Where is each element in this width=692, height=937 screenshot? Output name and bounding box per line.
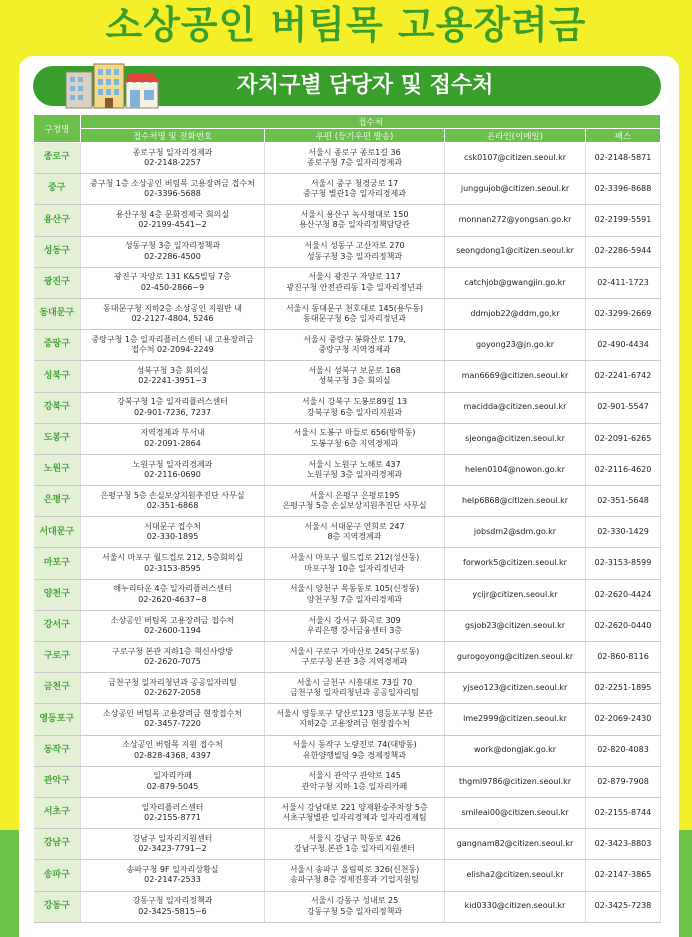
district-cell: 서초구	[34, 797, 81, 828]
office-cell	[81, 797, 265, 828]
fax-cell: 02-3423-8803	[586, 829, 661, 860]
fax-cell: 02-2199-5591	[586, 205, 661, 236]
table-row	[34, 486, 661, 517]
office-cell-line: 은평구청 5층 손실보상지원추진단 사무실	[100, 490, 245, 500]
email-cell: yjseo123@citizen.seoul.kr	[445, 673, 586, 704]
office-cell	[81, 298, 265, 329]
district-cell: 도봉구	[34, 423, 81, 454]
mail-cell-line: 관악구청 지하 1층 일자리카페	[301, 781, 408, 791]
mail-cell-line: 강북구청 6층 일자리지원과	[306, 407, 403, 417]
table-row	[34, 454, 661, 485]
office-cell-line: 02-2116-0690	[144, 469, 201, 479]
email-cell: smileai00@citizen.seoul.kr	[445, 797, 586, 828]
mail-cell-line: 구로구청 본관 3층 지역경제과	[301, 657, 408, 667]
email-cell: sjeonga@citizen.seoul.kr	[445, 423, 586, 454]
office-cell-line: 02-3457-7220	[144, 719, 201, 729]
mail-cell-line: 서울시 성북구 보문로 168	[308, 366, 401, 376]
district-cell: 노원구	[34, 454, 81, 485]
mail-cell-line: 노원구청 3층 일자리경제과	[306, 469, 403, 479]
mail-cell	[265, 486, 445, 517]
fax-cell: 02-3425-7238	[586, 891, 661, 922]
office-cell-line: 소상공인 버팀목 고용장려금 접수처	[110, 615, 235, 625]
contact-table	[33, 114, 661, 923]
mail-cell-line: 서울시 강동구 성내로 25	[310, 896, 399, 906]
office-cell-line: 02-2091-2864	[144, 438, 201, 448]
fax-cell: 02-2091-6265	[586, 423, 661, 454]
office-cell	[81, 579, 265, 610]
office-cell	[81, 423, 265, 454]
table-row	[34, 361, 661, 392]
mail-cell	[265, 423, 445, 454]
office-cell-line: 접수처 02-2094-2249	[131, 345, 214, 355]
office-cell	[81, 486, 265, 517]
office-cell-line: 02-2627-2058	[144, 688, 201, 698]
mail-cell-line: 강동구청 5층 일자리정책과	[306, 906, 403, 916]
mail-cell-line: 서울시 강서구 화곡로 309	[308, 615, 401, 625]
office-cell-line: 금천구청 일자리청년과 공공일자리팀	[108, 677, 237, 687]
office-cell-line: 02-3425-5815~6	[138, 906, 207, 916]
table-row	[34, 174, 661, 205]
fax-cell: 02-2251-1895	[586, 673, 661, 704]
fax-cell: 02-2148-5871	[586, 143, 661, 174]
district-cell: 중구	[34, 174, 81, 205]
header-email: 온라인(이메일)	[445, 129, 586, 143]
district-cell: 성북구	[34, 361, 81, 392]
mail-cell-line: 지하2층 고용장려금 현장접수처	[299, 719, 410, 729]
district-cell: 양천구	[34, 579, 81, 610]
table-row	[34, 143, 661, 174]
office-cell	[81, 174, 265, 205]
mail-cell	[265, 174, 445, 205]
mail-cell	[265, 548, 445, 579]
mail-cell-line: 동대문구청 6층 일자리정년과	[303, 314, 406, 324]
mail-cell-line: 서초구청별관 일자리경제과 일자리경제팀	[282, 813, 427, 823]
mail-cell-line: 양천구청 7층 일자리경제과	[306, 594, 403, 604]
district-cell: 동대문구	[34, 298, 81, 329]
district-cell: 송파구	[34, 860, 81, 891]
office-cell-line: 02-3153-8595	[144, 563, 201, 573]
office-cell-line: 송파구청 9F 일자리상황실	[126, 865, 219, 875]
mail-cell-line: 서울시 노원구 노해로 437	[308, 459, 401, 469]
office-cell	[81, 267, 265, 298]
district-cell: 금천구	[34, 673, 81, 704]
office-cell-line: 02-2600-1194	[144, 625, 201, 635]
email-cell: gsjob23@citizen.seoul.kr	[445, 610, 586, 641]
office-cell	[81, 330, 265, 361]
table-row	[34, 423, 661, 454]
mail-cell-line: 중구청 별관1층 일자리경제과	[303, 189, 406, 199]
office-cell-line: 성동구청 3층 일자리정책과	[124, 241, 221, 251]
mail-cell-line: 서울시 종로구 종로1길 36	[308, 147, 401, 157]
email-cell: work@dongjak.go.kr	[445, 735, 586, 766]
mail-cell	[265, 205, 445, 236]
mail-cell-line: 서울시 광진구 자양로 117	[308, 272, 401, 282]
office-cell-line: 02-330-1895	[146, 532, 199, 542]
office-cell	[81, 829, 265, 860]
table-row	[34, 330, 661, 361]
mail-cell-line: 서울시 마포구 월드컵로 212(성산동)	[289, 553, 420, 563]
subtitle: 자치구별 담당자 및 접수처	[236, 73, 494, 98]
email-cell: monnan272@yongsan.go.kr	[445, 205, 586, 236]
office-cell-line: 서울시 마포구 월드컵로 212, 5층회의실	[101, 553, 244, 563]
mail-cell	[265, 673, 445, 704]
fax-cell: 02-860-8116	[586, 642, 661, 673]
office-cell-line: 02-2620-4637~8	[138, 594, 207, 604]
mail-cell-line: 성동구청 3층 일자리정책과	[306, 251, 403, 261]
email-cell: macidda@citizen.seoul.kr	[445, 392, 586, 423]
mail-cell-line: 성북구청 3층 회의실	[318, 376, 391, 386]
office-cell-line: 02-2620-7075	[144, 657, 201, 667]
table-row	[34, 766, 661, 797]
mail-cell-line: 우리은행 강서금융센터 3층	[306, 625, 403, 635]
header-district: 구청명	[34, 115, 81, 143]
table-row	[34, 673, 661, 704]
mail-cell	[265, 361, 445, 392]
office-cell-line: 지역경제과 부서내	[140, 428, 205, 438]
table-row	[34, 298, 661, 329]
district-cell: 광진구	[34, 267, 81, 298]
email-cell: junggujob@citizen.seoul.kr	[445, 174, 586, 205]
office-cell	[81, 642, 265, 673]
office-cell-line: 종로구청 일자리경제과	[132, 147, 213, 157]
mail-cell	[265, 766, 445, 797]
mail-cell-line: 송파구청 8층 경제진흥과 기업지원팀	[290, 875, 419, 885]
office-cell-line: 02-879-5045	[146, 781, 199, 791]
office-cell-line: 02-351-6868	[146, 501, 199, 511]
office-cell	[81, 860, 265, 891]
office-cell-line: 02-3396-5688	[144, 189, 201, 199]
email-cell: seongdong1@citizen.seoul.kr	[445, 236, 586, 267]
office-cell-line: 중구청 1층 소상공인 버팀목 고용장려금 접수처	[90, 178, 255, 188]
mail-cell-line: 서울시 동작구 노량진로 74(대방동)	[292, 740, 417, 750]
office-cell	[81, 891, 265, 922]
email-cell: forwork5@citizen.seoul.kr	[445, 548, 586, 579]
table-row	[34, 579, 661, 610]
office-cell-line: 광진구 자양로 131 K&S빌딩 7층	[114, 272, 231, 282]
mail-cell-line: 서울시 송파구 올림픽로 326(신천동)	[289, 865, 420, 875]
header-reception-group: 접수처	[81, 115, 661, 129]
table-row	[34, 829, 661, 860]
mail-cell-line: 서울시 관악구 관악로 145	[308, 771, 401, 781]
fax-cell: 02-2069-2430	[586, 704, 661, 735]
mail-cell	[265, 579, 445, 610]
mail-cell-line: 서울시 중구 청경궁로 17	[310, 178, 399, 188]
header-fax: 팩스	[586, 129, 661, 143]
email-cell: ycijr@citizen.seoul.kr	[445, 579, 586, 610]
fax-cell: 02-820-4083	[586, 735, 661, 766]
fax-cell: 02-2116-4620	[586, 454, 661, 485]
office-cell-line: 일자리플러스센터	[141, 802, 204, 812]
table-row	[34, 642, 661, 673]
mail-cell	[265, 891, 445, 922]
email-cell: csk0107@citizen.seoul.kr	[445, 143, 586, 174]
mail-cell-line: 8층 지역경제과	[327, 532, 382, 542]
fax-cell: 02-879-7908	[586, 766, 661, 797]
mail-cell	[265, 735, 445, 766]
mail-cell-line: 강남구청 본관 1층 일자리지원센터	[294, 844, 415, 854]
mail-cell-line: 마포구청 10층 일자리정년과	[304, 563, 405, 573]
mail-cell-line: 서울시 양천구 목동동로 105(신정동)	[289, 584, 420, 594]
office-cell-line: 02-450-2866~9	[140, 282, 205, 292]
office-cell-line: 소상공인 버팀목 지원 접수처	[122, 740, 223, 750]
table-row	[34, 236, 661, 267]
fax-cell: 02-3153-8599	[586, 548, 661, 579]
table-row	[34, 517, 661, 548]
fax-cell: 02-2241-6742	[586, 361, 661, 392]
table-row	[34, 610, 661, 641]
fax-cell: 02-3396-8688	[586, 174, 661, 205]
fax-cell: 02-490-4434	[586, 330, 661, 361]
mail-cell	[265, 704, 445, 735]
main-title: 소상공인 버팀목 고용장려금	[105, 3, 587, 47]
office-cell-line: 동대문구청 지하2층 소상공인 지원반 내	[103, 303, 242, 313]
office-cell-line: 중랑구청 1층 일자리플러스센터 내 고용장려금	[91, 334, 254, 344]
district-cell: 중랑구	[34, 330, 81, 361]
district-cell: 강서구	[34, 610, 81, 641]
mail-cell-line: 서울시 용산구 녹사평대로 150	[300, 210, 409, 220]
mail-cell	[265, 797, 445, 828]
district-cell: 성동구	[34, 236, 81, 267]
office-cell-line: 소상공인 버팀목 고용장려금 현장접수처	[102, 709, 242, 719]
mail-cell-line: 유한양행빌딩 9층 경제정책과	[303, 750, 406, 760]
office-cell	[81, 548, 265, 579]
district-cell: 용산구	[34, 205, 81, 236]
header-office: 접수처명 및 전화번호	[81, 129, 265, 143]
district-cell: 동작구	[34, 735, 81, 766]
fax-cell: 02-901-5547	[586, 392, 661, 423]
fax-cell: 02-351-5648	[586, 486, 661, 517]
mail-cell	[265, 860, 445, 891]
mail-cell	[265, 454, 445, 485]
district-cell: 강남구	[34, 829, 81, 860]
office-cell-line: 02-828-4368, 4397	[133, 750, 212, 760]
mail-cell	[265, 642, 445, 673]
office-cell-line: 일자리카페	[153, 771, 192, 781]
mail-cell-line: 서울시 구로구 가마산로 245(구로동)	[289, 646, 420, 656]
office-cell-line: 서대문구 접수처	[144, 521, 201, 531]
office-cell-line: 강북구청 1층 일자리플러스센터	[117, 397, 228, 407]
header-mail: 우편 (등기우편 발송)	[265, 129, 445, 143]
mail-cell-line: 종로구청 7층 일자리경제과	[306, 158, 403, 168]
mail-cell	[265, 610, 445, 641]
email-cell: elisha2@citizen.seoul.kr	[445, 860, 586, 891]
office-cell	[81, 610, 265, 641]
mail-cell-line: 서울시 성동구 고산자로 270	[304, 241, 405, 251]
email-cell: kid0330@citizen.seoul.kr	[445, 891, 586, 922]
table-row	[34, 797, 661, 828]
email-cell: ddmjob22@ddm,go,kr	[445, 298, 586, 329]
mail-cell-line: 서울시 강북구 도봉로89길 13	[301, 397, 408, 407]
office-cell-line: 02-2155-8771	[144, 813, 201, 823]
mail-cell	[265, 236, 445, 267]
mail-cell-line: 서울시 은평구 은평로195	[309, 490, 400, 500]
office-cell	[81, 454, 265, 485]
district-cell: 영등포구	[34, 704, 81, 735]
mail-cell	[265, 517, 445, 548]
mail-cell	[265, 267, 445, 298]
mail-cell	[265, 829, 445, 860]
mail-cell-line: 서울시 금천구 시흥대로 73길 70	[296, 677, 413, 687]
office-cell-line: 용산구청 4층 문화경제국 회의실	[115, 210, 230, 220]
mail-cell-line: 은평구청 5층 손실보상지원추진단 사무실	[282, 501, 427, 511]
mail-cell-line: 서울시 서대문구 연희로 247	[304, 521, 405, 531]
fax-cell: 02-2286-5944	[586, 236, 661, 267]
mail-cell-line: 용산구청 8층 일자리정책담당관	[299, 220, 410, 230]
office-cell	[81, 517, 265, 548]
office-cell-line: 02-2199-4541~2	[138, 220, 207, 230]
email-cell: goyong23@jn.go.kr	[445, 330, 586, 361]
fax-cell: 02-330-1429	[586, 517, 661, 548]
office-cell	[81, 361, 265, 392]
office-cell	[81, 236, 265, 267]
office-cell-line: 02-2241-3951~3	[138, 376, 207, 386]
table-row	[34, 735, 661, 766]
email-cell: thgml9786@citizen.seoul.kr	[445, 766, 586, 797]
district-cell: 서대문구	[34, 517, 81, 548]
email-cell: gurogoyong@citizen.seoul.kr	[445, 642, 586, 673]
office-cell	[81, 392, 265, 423]
fax-cell: 02-3299-2669	[586, 298, 661, 329]
mail-cell-line: 서울시 도봉구 마들로 656(방학동)	[293, 428, 416, 438]
office-cell-line: 02-2147-2533	[144, 875, 201, 885]
table-row	[34, 548, 661, 579]
table-row	[34, 704, 661, 735]
office-cell	[81, 673, 265, 704]
office-cell-line: 02-2148-2257	[144, 158, 201, 168]
mail-cell	[265, 298, 445, 329]
office-cell	[81, 143, 265, 174]
office-cell-line: 02-901-7236, 7237	[133, 407, 212, 417]
email-cell: jobsdm2@sdm.go.kr	[445, 517, 586, 548]
mail-cell-line: 서울시 강남구 학동로 426	[308, 833, 401, 843]
email-cell: gangnam82@citizen.seoul.kr	[445, 829, 586, 860]
office-cell-line: 02-2286-4500	[144, 251, 201, 261]
office-cell-line: 02-2127-4804, 5246	[131, 314, 214, 324]
district-cell: 마포구	[34, 548, 81, 579]
office-cell	[81, 704, 265, 735]
table-row	[34, 860, 661, 891]
email-cell: catchjob@gwangjin.go.kr	[445, 267, 586, 298]
table-row	[34, 891, 661, 922]
mail-cell-line: 중랑구청 지역경제과	[318, 345, 391, 355]
office-cell-line: 강남구 일자리지원센터	[132, 833, 213, 843]
district-cell: 은평구	[34, 486, 81, 517]
mail-cell-line: 서울시 영등포구 당산로123 영등포구청 본관	[276, 709, 433, 719]
district-cell: 관악구	[34, 766, 81, 797]
district-cell: 종로구	[34, 143, 81, 174]
office-cell-line: 구로구청 본관 지하1층 혁신사랑방	[112, 646, 233, 656]
mail-cell-line: 서울시 중랑구 봉화산로 179,	[303, 334, 406, 344]
mail-cell-line: 금천구청 일자리청년과 공공일자리팀	[290, 688, 419, 698]
table-row	[34, 205, 661, 236]
mail-cell	[265, 143, 445, 174]
mail-cell-line: 서울시 동대문구 천호대로 145(용두동)	[285, 303, 424, 313]
mail-cell-line: 광진구청 안전관리동 1층 일자리정년과	[286, 282, 423, 292]
table-row	[34, 267, 661, 298]
office-cell	[81, 735, 265, 766]
mail-cell-line: 도봉구청 6층 지역경제과	[310, 438, 399, 448]
district-cell: 강북구	[34, 392, 81, 423]
email-cell: lme2999@citizen.seoul.kr	[445, 704, 586, 735]
mail-cell	[265, 330, 445, 361]
office-cell-line: 강동구청 일자리정책과	[132, 896, 213, 906]
district-cell: 구로구	[34, 642, 81, 673]
district-cell: 강동구	[34, 891, 81, 922]
office-cell-line: 02-3423-7791~2	[138, 844, 207, 854]
fax-cell: 02-2620-0440	[586, 610, 661, 641]
office-cell-line: 노원구청 일자리경제과	[132, 459, 213, 469]
table-row	[34, 392, 661, 423]
mail-cell	[265, 392, 445, 423]
fax-cell: 02-411-1723	[586, 267, 661, 298]
email-cell: help6868@citizen.seoul.kr	[445, 486, 586, 517]
fax-cell: 02-2620-4424	[586, 579, 661, 610]
fax-cell: 02-2147-3865	[586, 860, 661, 891]
email-cell: man6669@citizen.seoul.kr	[445, 361, 586, 392]
email-cell: helen0104@nowon.go.kr	[445, 454, 586, 485]
mail-cell-line: 서울시 강남대로 221 양재환승주차장 5층	[281, 802, 428, 812]
office-cell-line: 성북구청 3층 회의실	[136, 366, 209, 376]
office-cell-line: 해누리타운 4층 일자리플러스센터	[113, 584, 232, 594]
office-cell	[81, 205, 265, 236]
fax-cell: 02-2155-8744	[586, 797, 661, 828]
office-cell	[81, 766, 265, 797]
